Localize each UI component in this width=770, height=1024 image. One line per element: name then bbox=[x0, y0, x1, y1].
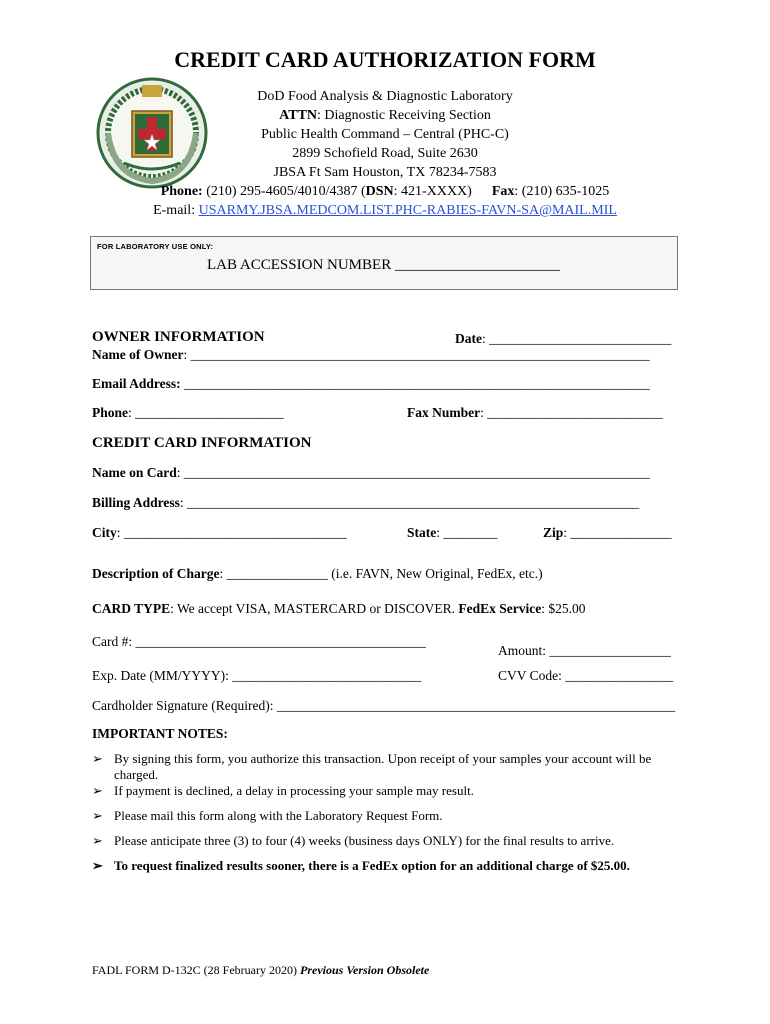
arrow-bullet-icon: ➢ bbox=[92, 751, 103, 766]
footer-obsolete: Previous Version Obsolete bbox=[300, 963, 430, 977]
desc-line: : _______________ (i.e. FAVN, New Original, FedEx, etc.) bbox=[219, 566, 543, 581]
note-text: To request finalized results sooner, there is a FedEx option for an additional charge of $25.00. bbox=[114, 858, 630, 873]
email-label: E-mail: bbox=[153, 203, 199, 218]
state-line: : ________ bbox=[436, 525, 498, 540]
fedex-label: FedEx Service bbox=[458, 601, 542, 616]
email-link[interactable]: USARMY.JBSA.MEDCOM.LIST.PHC-RABIES-FAVN-SA@MAIL.MIL bbox=[198, 203, 617, 218]
zip-field[interactable] bbox=[543, 525, 672, 541]
date-line: : ___________________________ bbox=[482, 331, 672, 346]
owner-fax-line: : __________________________ bbox=[480, 405, 663, 420]
email-field[interactable] bbox=[92, 376, 650, 392]
city-label: City bbox=[92, 525, 117, 540]
arrow-bullet-icon: ➢ bbox=[92, 858, 103, 873]
header-street: 2899 Schofield Road, Suite 2630 bbox=[292, 146, 478, 161]
header-command: Public Health Command – Central (PHC-C) bbox=[261, 127, 509, 142]
fax-value: : (210) 635-1025 bbox=[514, 184, 610, 199]
city-field[interactable] bbox=[92, 525, 347, 541]
desc-label: Description of Charge bbox=[92, 566, 220, 581]
owner-fax-label: Fax Number bbox=[407, 405, 481, 420]
fax-number-field[interactable] bbox=[407, 405, 663, 421]
city-line: : _________________________________ bbox=[116, 525, 347, 540]
note-text: Please anticipate three (3) to four (4) weeks (business days ONLY) for the final results to arrive. bbox=[114, 833, 615, 848]
dsn-label: DSN bbox=[365, 184, 394, 199]
owner-email-line: _____________________________________________________________________ bbox=[180, 376, 650, 391]
card-type-text: : We accept VISA, MASTERCARD or DISCOVER. bbox=[170, 601, 459, 616]
amount-field[interactable]: Amount: __________________ bbox=[498, 643, 671, 658]
phone-field[interactable] bbox=[92, 405, 284, 421]
card-heading: CREDIT CARD INFORMATION bbox=[92, 435, 312, 451]
dsn-value: : 421-XXXX) bbox=[393, 184, 472, 199]
phone-label: Phone: bbox=[160, 184, 203, 199]
fax-label: Fax bbox=[491, 184, 515, 199]
attn-label: ATTN bbox=[279, 108, 318, 123]
header-phone-line bbox=[0, 182, 770, 201]
phone-value: (210) 295-4605/4010/4387 ( bbox=[202, 184, 366, 199]
state-field[interactable] bbox=[407, 525, 497, 541]
arrow-bullet-icon: ➢ bbox=[92, 808, 103, 823]
arrow-bullet-icon: ➢ bbox=[92, 783, 103, 798]
owner-name-field[interactable] bbox=[92, 347, 650, 363]
notes-heading: IMPORTANT NOTES: bbox=[92, 726, 228, 741]
header-attn bbox=[0, 106, 770, 125]
card-name-label: Name on Card bbox=[92, 465, 177, 480]
note-text: By signing this form, you authorize this transaction. Upon receipt of your samples your account will be charged. bbox=[114, 751, 652, 782]
cvv-field[interactable]: CVV Code: ________________ bbox=[498, 668, 674, 683]
state-label: State bbox=[407, 525, 437, 540]
header-org: DoD Food Analysis & Diagnostic Laboratory bbox=[257, 89, 513, 104]
signature-field[interactable]: Cardholder Signature (Required): ___________________________________________________________ bbox=[92, 698, 676, 713]
description-field[interactable] bbox=[92, 566, 543, 582]
date-label: Date bbox=[455, 331, 482, 346]
billing-address-field[interactable] bbox=[92, 495, 639, 511]
zip-label: Zip bbox=[543, 525, 564, 540]
owner-phone-label: Phone bbox=[92, 405, 129, 420]
footer bbox=[92, 963, 429, 978]
arrow-bullet-icon: ➢ bbox=[92, 833, 103, 848]
owner-heading: OWNER INFORMATION bbox=[92, 329, 265, 345]
footer-form: FADL FORM D-132C (28 February 2020) bbox=[92, 963, 300, 977]
header-email-line bbox=[0, 201, 770, 220]
lab-use-box bbox=[90, 236, 678, 290]
card-type-label: CARD TYPE bbox=[92, 601, 171, 616]
lab-accession-number: LAB ACCESSION NUMBER ______________________ bbox=[207, 257, 560, 273]
card-name-line: : _____________________________________________________________________ bbox=[176, 465, 650, 480]
date-field[interactable] bbox=[455, 331, 671, 347]
attn-value: : Diagnostic Receiving Section bbox=[317, 108, 491, 123]
billing-line: : ___________________________________________________________________ bbox=[179, 495, 640, 510]
exp-date-field[interactable]: Exp. Date (MM/YYYY): ____________________________ bbox=[92, 668, 422, 683]
card-number-field[interactable]: Card #: ___________________________________________ bbox=[92, 634, 426, 649]
note-text: If payment is declined, a delay in processing your sample may result. bbox=[114, 783, 474, 798]
owner-email-label: Email Address: bbox=[92, 376, 181, 391]
card-type-line bbox=[92, 601, 586, 617]
name-on-card-field[interactable] bbox=[92, 465, 650, 481]
fedex-text: : $25.00 bbox=[541, 601, 586, 616]
owner-name-line: : ____________________________________________________________________ bbox=[183, 347, 650, 362]
header-city: JBSA Ft Sam Houston, TX 78234-7583 bbox=[273, 165, 497, 180]
owner-phone-line: : ______________________ bbox=[128, 405, 284, 420]
lab-use-label: FOR LABORATORY USE ONLY: bbox=[97, 242, 214, 251]
note-text: Please mail this form along with the Laboratory Request Form. bbox=[114, 808, 443, 823]
zip-line: : _______________ bbox=[563, 525, 672, 540]
form-title: CREDIT CARD AUTHORIZATION FORM bbox=[174, 47, 596, 72]
billing-label: Billing Address bbox=[92, 495, 180, 510]
owner-name-label: Name of Owner bbox=[92, 347, 184, 362]
